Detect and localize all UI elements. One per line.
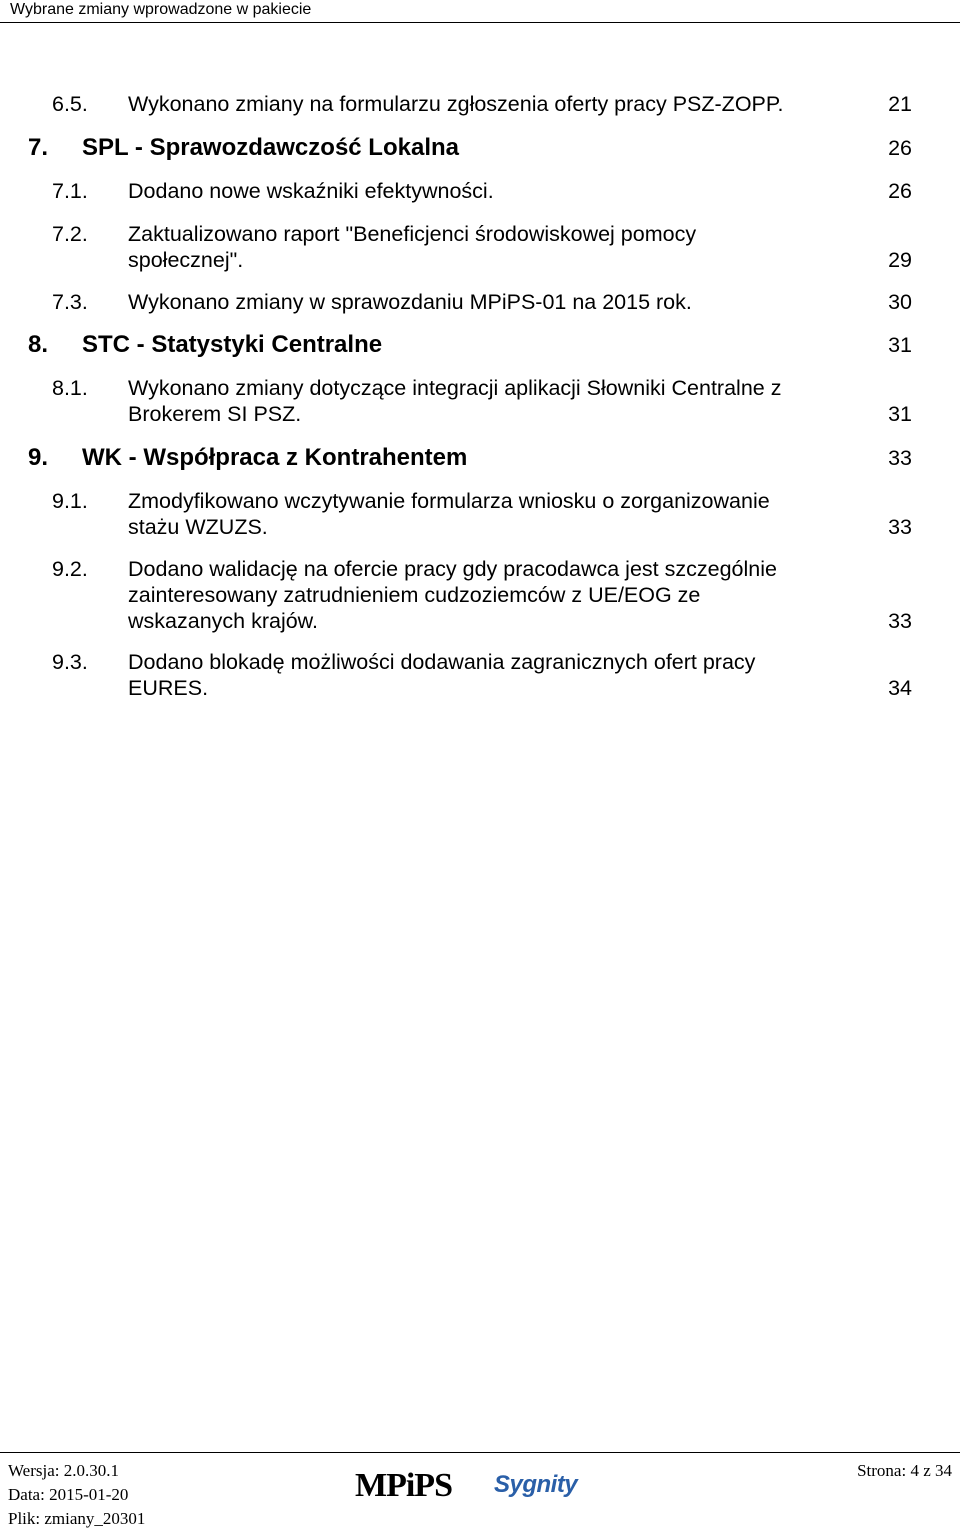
toc-page: 26 xyxy=(888,179,912,203)
toc-number: 7. xyxy=(28,134,49,161)
toc-title-continued: stażu WZUZS. xyxy=(128,515,268,539)
footer-date: Data: 2015-01-20 xyxy=(8,1485,129,1504)
toc-title: Zmodyfikowano wczytywanie formularza wniosku o zorganizowanie xyxy=(128,489,770,513)
footer-version: Wersja: 2.0.30.1 xyxy=(8,1461,119,1480)
toc-number: 9.2. xyxy=(52,557,88,581)
toc-number: 8. xyxy=(28,331,49,358)
sygnity-logo: Sygnity xyxy=(494,1471,578,1498)
toc-title: Dodano walidację na ofercie pracy gdy pracodawca jest szczególnie xyxy=(128,557,777,581)
toc-page: 21 xyxy=(888,92,912,116)
toc-title-continued: EURES. xyxy=(128,676,209,700)
toc-title: Wykonano zmiany w sprawozdaniu MPiPS-01 na 2015 rok. xyxy=(128,290,692,314)
toc-title: WK - Współpraca z Kontrahentem xyxy=(82,444,468,471)
toc-title-continued: społecznej". xyxy=(128,248,244,272)
footer-page-number: Strona: 4 z 34 xyxy=(857,1461,952,1480)
toc-page: 30 xyxy=(888,290,912,314)
toc-title: Wykonano zmiany dotyczące integracji aplikacji Słowniki Centralne z xyxy=(128,376,782,400)
toc-page: 31 xyxy=(888,402,912,426)
toc-number: 9.1. xyxy=(52,489,88,513)
toc-number: 7.3. xyxy=(52,290,88,314)
toc-page: 34 xyxy=(888,676,912,700)
toc-title-continued: zainteresowany zatrudnieniem cudzoziemców z UE/EOG ze xyxy=(128,583,701,607)
toc-page: 33 xyxy=(888,515,912,539)
toc-number: 9. xyxy=(28,444,49,471)
toc-page: 31 xyxy=(888,333,912,357)
document-title: Wybrane zmiany wprowadzone w pakiecie xyxy=(10,1,312,18)
toc-title: SPL - Sprawozdawczość Lokalna xyxy=(82,134,459,161)
toc-number: 7.1. xyxy=(52,179,88,203)
page-header xyxy=(0,0,960,23)
page-footer xyxy=(0,1452,960,1531)
toc-page: 29 xyxy=(888,248,912,272)
toc-title: Dodano blokadę możliwości dodawania zagranicznych ofert pracy xyxy=(128,650,756,674)
toc-page: 26 xyxy=(888,136,912,160)
toc-title: Wykonano zmiany na formularzu zgłoszenia oferty pracy PSZ-ZOPP. xyxy=(128,92,784,116)
toc-number: 8.1. xyxy=(52,376,88,400)
toc-title-continued: Brokerem SI PSZ. xyxy=(128,402,302,426)
footer-file: Plik: zmiany_20301 xyxy=(8,1509,146,1528)
toc-title: Zaktualizowano raport "Beneficjenci środowiskowej pomocy xyxy=(128,222,697,246)
toc-number: 9.3. xyxy=(52,650,88,674)
toc-number: 6.5. xyxy=(52,92,88,116)
toc-title: STC - Statystyki Centralne xyxy=(82,331,383,358)
toc-title-continued: wskazanych krajów. xyxy=(128,609,318,633)
mpips-logo: MPiPS xyxy=(355,1467,452,1504)
toc-page: 33 xyxy=(888,609,912,633)
toc-title: Dodano nowe wskaźniki efektywności. xyxy=(128,179,494,203)
toc-page: 33 xyxy=(888,446,912,470)
toc-number: 7.2. xyxy=(52,222,88,246)
